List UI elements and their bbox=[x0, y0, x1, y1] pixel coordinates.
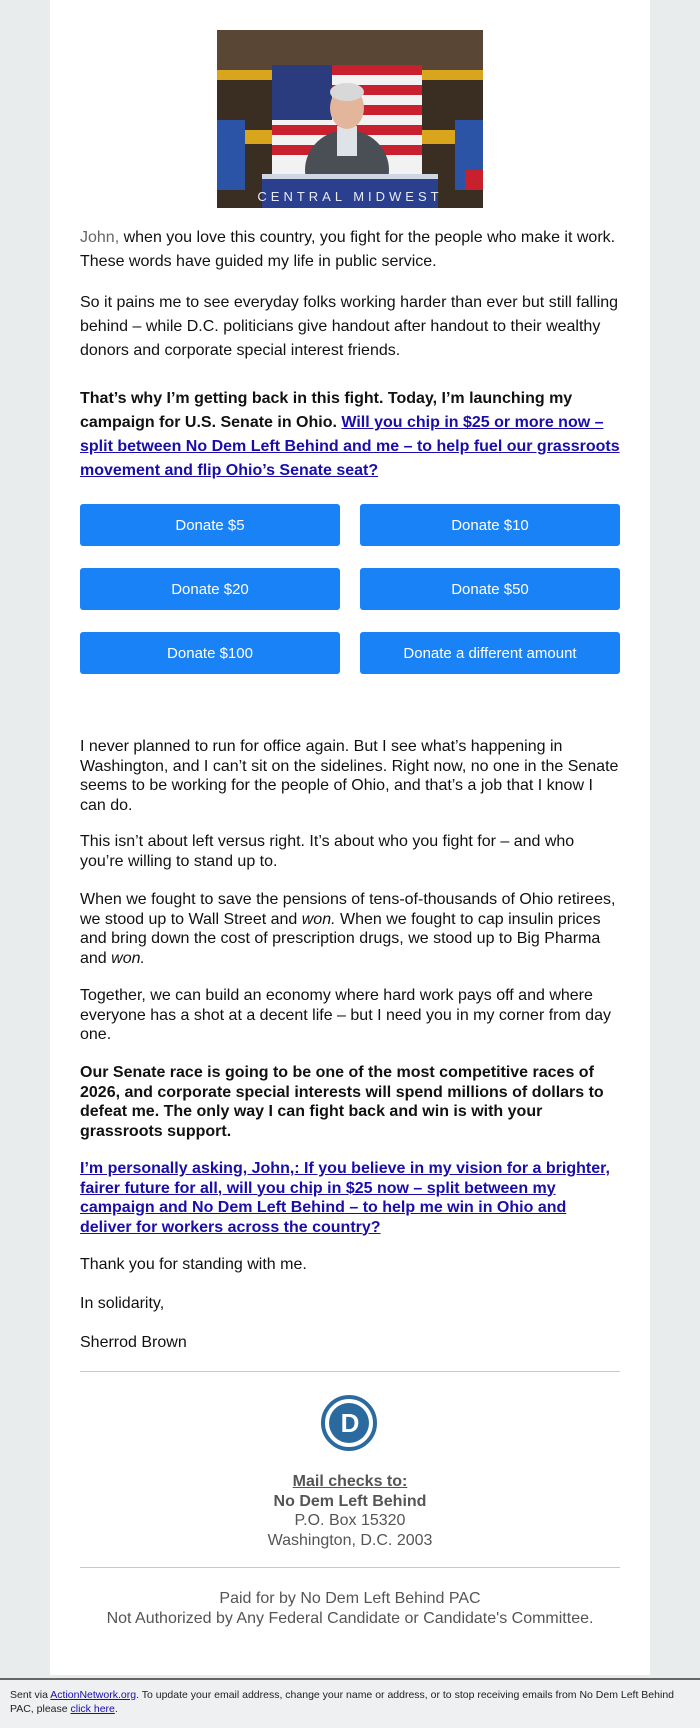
donate-ask-link[interactable]: Will you chip in $25 or more now – split between No Dem Left Behind and me – to help fuel our grassroots movement and flip Ohio’s Senate seat? bbox=[80, 414, 620, 479]
intro-paragraph bbox=[80, 226, 620, 274]
ask-paragraph bbox=[80, 387, 620, 483]
footer-middle: . To update your email address, change your name or address, or to stop receiving emails from No Dem Left Behind PAC, please bbox=[10, 1689, 674, 1715]
p3-won-1: won. bbox=[301, 910, 336, 928]
footer bbox=[0, 1678, 700, 1728]
disclaimer-line-1: Paid for by No Dem Left Behind PAC bbox=[219, 1590, 481, 1607]
signature-text: Sherrod Brown bbox=[80, 1334, 187, 1351]
divider-top bbox=[80, 1371, 620, 1372]
disclaimer-line-2: Not Authorized by Any Federal Candidate or Candidate's Committee. bbox=[106, 1609, 594, 1627]
ask-bold-text: That’s why I’m getting back in this fight. Today, I’m launching my campaign for U.S. Senate in Ohio. bbox=[80, 390, 573, 431]
hero-image bbox=[217, 30, 483, 208]
donate-5-button[interactable]: Donate $5 bbox=[80, 504, 340, 546]
mail-heading: Mail checks to: bbox=[292, 1473, 408, 1490]
body-paragraph-6 bbox=[80, 1159, 620, 1237]
signoff bbox=[80, 1294, 620, 1314]
divider-bottom bbox=[80, 1567, 620, 1568]
intro-text: when you love this country, you fight for the people who make it work. These words have guided my life in public service. bbox=[80, 229, 616, 270]
ndlb-logo-icon bbox=[320, 1394, 378, 1452]
thank-you bbox=[80, 1255, 620, 1275]
signoff-text: In solidarity, bbox=[80, 1295, 165, 1312]
donate-100-button[interactable]: Donate $100 bbox=[80, 632, 340, 674]
donate-10-button[interactable]: Donate $10 bbox=[360, 504, 620, 546]
logo-letter: D bbox=[340, 1408, 360, 1438]
body-paragraph-4-text: Together, we can build an economy where hard work pays off and where everyone has a shot at a decent life – but I need you in my corner from day one. bbox=[80, 987, 611, 1043]
unsubscribe-link[interactable]: click here bbox=[70, 1703, 115, 1715]
podium-text: CENTRAL MIDWEST bbox=[257, 189, 443, 204]
body-paragraph-2-text: This isn’t about left versus right. It’s about who you fight for – and who you’re willing to stand up to. bbox=[80, 833, 575, 870]
actionnetwork-link[interactable]: ActionNetwork.org bbox=[50, 1689, 137, 1701]
body-paragraph-3 bbox=[80, 890, 620, 968]
body-paragraph-1-text: I never planned to run for office again. But I see what’s happening in Washington, and I can’t sit on the sidelines. Right now, no one in the Senate seems to be working for the people of Ohio, and that’s a job that I know I can do. bbox=[80, 738, 619, 814]
paragraph-2-text: So it pains me to see everyday folks working harder than ever but still falling behind – while D.C. politicians give handout after handout to their wealthy donors and corporate special interest friends. bbox=[80, 294, 619, 359]
p3-won-2: won. bbox=[111, 949, 145, 967]
body-paragraph-5 bbox=[80, 1063, 620, 1141]
footer-end: . bbox=[114, 1703, 118, 1715]
mail-org: No Dem Left Behind bbox=[273, 1492, 427, 1510]
body-paragraph-4 bbox=[80, 986, 620, 1045]
thank-you-text: Thank you for standing with me. bbox=[80, 1256, 307, 1273]
body-paragraph-1 bbox=[80, 737, 620, 815]
body-paragraph-2 bbox=[80, 832, 620, 871]
donate-20-button[interactable]: Donate $20 bbox=[80, 568, 340, 610]
p3-text-b: When we fought to cap insulin prices and bring down the cost of prescription drugs, we stood up to Big Pharma and bbox=[80, 910, 601, 967]
mail-address-1: P.O. Box 15320 bbox=[294, 1512, 406, 1529]
body-paragraph-5-text: Our Senate race is going to be one of the most competitive races of 2026, and corporate special interests will spend millions of dollars to defeat me. The only way I can fight back and win is with your grassroots support. bbox=[80, 1064, 604, 1140]
donate-50-button[interactable]: Donate $50 bbox=[360, 568, 620, 610]
signature bbox=[80, 1333, 620, 1353]
footer-prefix: Sent via bbox=[10, 1689, 51, 1701]
recipient-name: John, bbox=[80, 229, 120, 246]
mail-block bbox=[80, 1472, 620, 1550]
donate-other-amount-button[interactable]: Donate a different amount bbox=[360, 632, 620, 674]
email-card bbox=[50, 0, 650, 1675]
p3-text-a: When we fought to save the pensions of tens-of-thousands of Ohio retirees, we stood up to Wall Street and bbox=[80, 891, 616, 928]
mail-address-2: Washington, D.C. 2003 bbox=[267, 1531, 433, 1549]
disclaimer bbox=[80, 1589, 620, 1628]
paragraph-2 bbox=[80, 291, 620, 363]
personal-ask-link[interactable]: I’m personally asking, John,: If you believe in my vision for a brighter, fairer future for all, will you chip in $25 now – split between my campaign and No Dem Left Behind – to help me win in Ohio and deliver for workers across the country? bbox=[80, 1160, 610, 1236]
